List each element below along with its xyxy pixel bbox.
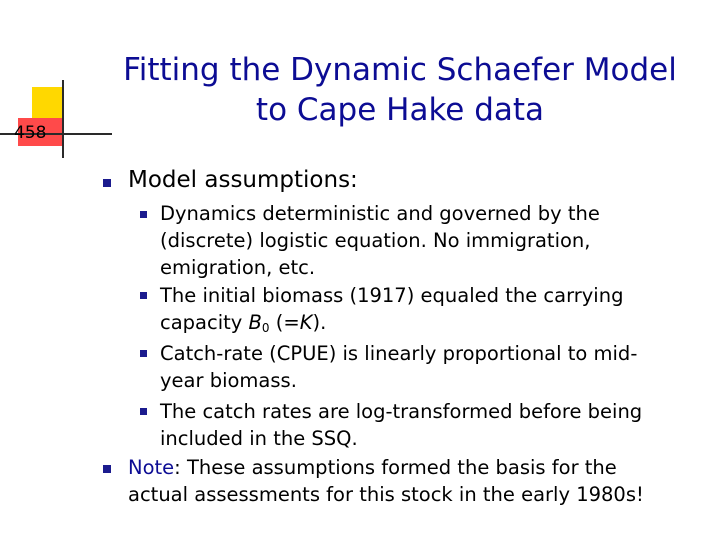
assumptions-heading: Model assumptions: — [128, 167, 358, 193]
assumption-2-line-1: The initial biomass (1917) equaled the carrying — [160, 284, 624, 307]
assumption-1-line-1: Dynamics deterministic and governed by the — [160, 202, 600, 225]
assumption-2-mid: (= — [269, 311, 300, 334]
assumption-2-line-2 — [160, 311, 326, 340]
assumption-3-line-2: year biomass. — [160, 369, 297, 392]
note-text: : These assumptions formed the basis for the — [174, 456, 617, 479]
bullet-square-icon — [140, 350, 147, 357]
assumption-2-prefix: capacity — [160, 311, 249, 334]
note-line-1 — [128, 456, 617, 480]
note-line-2: actual assessments for this stock in the early 1980s! — [128, 483, 644, 506]
bullet-square-icon — [140, 211, 147, 218]
title-line-1: Fitting the Dynamic Schaefer Model — [123, 52, 677, 88]
symbol-k: K — [299, 311, 313, 334]
bullet-square-icon — [140, 292, 147, 299]
slide-title — [100, 50, 700, 130]
bullet-square-icon — [103, 465, 111, 473]
assumption-4-line-1: The catch rates are log-transformed before being — [160, 400, 643, 423]
bullet-square-icon — [140, 408, 147, 415]
title-line-2: to Cape Hake data — [255, 92, 545, 128]
assumption-1-line-2: (discrete) logistic equation. No immigration, — [160, 229, 591, 252]
assumption-3-line-1: Catch-rate (CPUE) is linearly proportional to mid- — [160, 342, 638, 365]
note-label: Note — [128, 456, 175, 479]
decor-vertical-line — [62, 80, 64, 158]
symbol-b: B — [248, 311, 262, 334]
assumption-2-suffix: ). — [312, 311, 327, 334]
assumption-1-line-3: emigration, etc. — [160, 256, 316, 279]
bullet-square-icon — [103, 179, 111, 187]
assumption-4-line-2: included in the SSQ. — [160, 427, 358, 450]
slide-number: 458 — [14, 123, 47, 143]
subscript-zero: 0 — [261, 321, 270, 335]
